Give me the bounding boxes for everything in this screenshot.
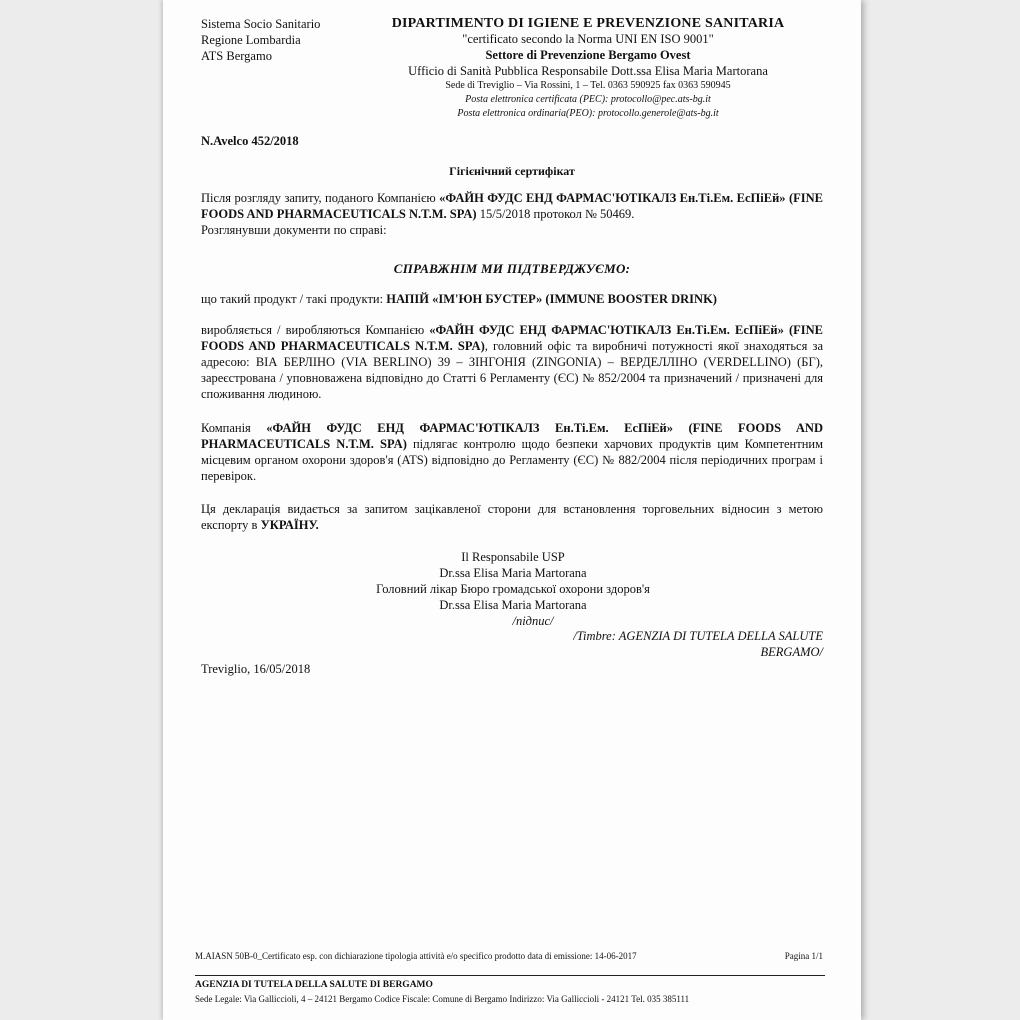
document-title: Гігієнічний сертифікат — [449, 164, 575, 178]
header-left-line2: Regione Lombardia — [201, 33, 301, 47]
manufacturer-text: виробляється / виробляються Компанією — [201, 323, 430, 337]
signature-mark: /підпис/ — [512, 614, 554, 628]
footer-address: Sede Legale: Via Galliccioli, 4 – 24121 Bergamo Codice Fiscale: Comune di Bergamo Indirizzo: Via Galliccioli - 24121 Tel. 035 385111 — [195, 994, 690, 1004]
peo-email: Posta elettronica ordinaria(PEO): protocollo.generole@ats-bg.it — [457, 108, 719, 119]
header-left — [201, 16, 320, 64]
sector-name: Settore di Prevenzione Bergamo Ovest — [485, 48, 691, 62]
control-text: Компанія — [201, 421, 267, 435]
company-name-2: «ФАЙН ФУДС ЕНД ФАРМАС'ЮТІКАЛЗ Ен.Ті.Ем. ЕсПіЕй» (FINE FOODS AND PHARMACEUTICALS N.T.M. SPA) — [201, 323, 824, 353]
declaration-text: Ця декларація видається за запитом зацікавленої сторони для встановлення торговельних відносин з метою експорту в — [201, 502, 823, 532]
request-paragraph — [201, 190, 823, 238]
footer-agency: AGENZIA DI TUTELA DELLA SALUTE DI BERGAMO — [195, 980, 433, 990]
department-title: DIPARTIMENTO DI IGIENE E PREVENZIONE SANITARIA — [391, 16, 785, 31]
signature-line4: Dr.ssa Elisa Maria Martorana — [439, 598, 587, 612]
manufacturer-paragraph — [201, 322, 823, 402]
office-name: Ufficio di Sanità Pubblica Responsabile Dott.ssa Elisa Maria Martorana — [408, 64, 768, 78]
reference-number: N.Avelco 452/2018 — [201, 134, 299, 148]
office-address: Sede di Treviglio – Via Rossini, 1 – Tel. 0363 590925 fax 0363 590945 — [445, 80, 731, 91]
footer-form-code: M.AIASN 50B-0_Certificato esp. con dichiarazione tipologia attività e/o specifico prodotto data di emissione: 14-06-2017 — [195, 951, 637, 961]
company-name-1: «ФАЙН ФУДС ЕНД ФАРМАС'ЮТІКАЛЗ Ен.Ті.Ем. ЕсПіЕй» (FINE FOODS AND PHARMACEUTICALS N.T.M. SPA) — [201, 191, 824, 221]
stamp-line1: /Timbre: AGENZIA DI TUTELA DELLA SALUTE — [573, 629, 823, 643]
documents-reviewed: Розглянувши документи по справі: — [201, 223, 387, 237]
product-text: що такий продукт / такі продукти: — [201, 292, 387, 306]
stamp-line2: BERGAMO/ — [760, 645, 823, 659]
request-protocol: 15/5/2018 протокол № 50469. — [476, 207, 635, 221]
header-right — [368, 15, 808, 121]
footer-divider — [195, 975, 825, 976]
signature-line2: Dr.ssa Elisa Maria Martorana — [439, 566, 587, 580]
product-paragraph — [201, 291, 823, 307]
header-left-line1: Sistema Socio Sanitario — [201, 17, 321, 31]
control-paragraph — [201, 420, 823, 484]
affirmation-heading: СПРАВЖНІМ МИ ПІДТВЕРДЖУЄМО: — [393, 261, 631, 276]
header-left-line3: ATS Bergamo — [201, 49, 272, 63]
declaration-paragraph — [201, 501, 823, 533]
request-text: Після розгляду запиту, поданого Компанією — [201, 191, 440, 205]
export-country: УКРАЇНУ. — [260, 518, 319, 532]
company-name-3: «ФАЙН ФУДС ЕНД ФАРМАС'ЮТІКАЛЗ Ен.Ті.Ем. ЕсПіЕй» (FINE FOODS AND PHARMACEUTICALS N.T.M. SPA) — [201, 421, 823, 451]
certification-note: "certificato secondo la Norma UNI EN ISO 9001" — [462, 32, 714, 46]
stamp-note — [573, 628, 823, 660]
control-details: підлягає контролю щодо безпеки харчових продуктів цим Компетентним місцевим органом охорони здоров'я (ATS) відповідно до Регламенту (ЄС) № 882/2004 після періодичних програм і перевірок. — [201, 437, 823, 483]
manufacturer-address: , головний офіс та виробничі потужності якої знаходяться за адресою: ВІА БЕРЛІНО (VIA BERLINO) 39 – ЗІНГОНІЯ (ZINGONIA) – ВЕРДЕЛЛІНО (VERDELLINO) (БГ), зареєстрована / уповноважена відповідно до Статті 6 Регламенту (ЄС) № 852/2004 та призначений / призначені для споживання людиною. — [201, 339, 823, 401]
document-page — [163, 0, 861, 1020]
footer-page-number: Pagina 1/1 — [784, 951, 823, 961]
signature-line3: Головний лікар Бюро громадської охорони здоров'я — [376, 582, 650, 596]
issue-date: Treviglio, 16/05/2018 — [201, 662, 311, 676]
pec-email: Posta elettronica certificata (PEC): protocollo@pec.ats-bg.it — [465, 94, 711, 105]
signature-line1: Il Responsabile USP — [461, 550, 565, 564]
signature-block — [303, 549, 723, 629]
product-name: НАПІЙ «ІМ'ЮН БУСТЕР» (IMMUNE BOOSTER DRINK) — [386, 292, 717, 306]
